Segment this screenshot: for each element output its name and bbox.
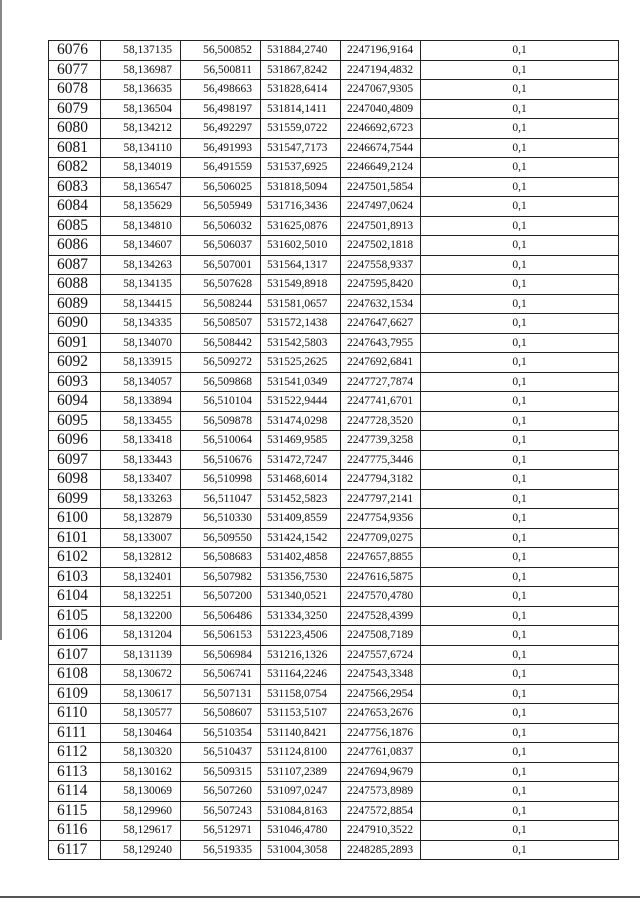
table-row [49,99,619,119]
point-number-cell: 6083 [49,177,101,197]
x-coordinate-cell: 531452,5823 [261,489,341,509]
x-coordinate-cell: 531084,8163 [261,801,341,821]
table-row [49,801,619,821]
accuracy-cell: 0,1 [421,489,619,509]
longitude-cell: 56,512971 [181,821,261,841]
coordinates-table-body [49,41,619,860]
accuracy-cell: 0,1 [421,158,619,178]
y-coordinate-cell: 2247543,3348 [341,665,421,685]
accuracy-cell: 0,1 [421,821,619,841]
longitude-cell: 56,491993 [181,138,261,158]
longitude-cell: 56,508507 [181,314,261,334]
y-coordinate-cell: 2247557,6724 [341,645,421,665]
point-number-cell: 6104 [49,587,101,607]
accuracy-cell: 0,1 [421,704,619,724]
latitude-cell: 58,130320 [101,743,181,763]
latitude-cell: 58,129617 [101,821,181,841]
x-coordinate-cell: 531402,4858 [261,548,341,568]
y-coordinate-cell: 2247501,5854 [341,177,421,197]
y-coordinate-cell: 2247754,9356 [341,509,421,529]
accuracy-cell: 0,1 [421,626,619,646]
point-number-cell: 6079 [49,99,101,119]
longitude-cell: 56,507001 [181,255,261,275]
latitude-cell: 58,130672 [101,665,181,685]
accuracy-cell: 0,1 [421,353,619,373]
x-coordinate-cell: 531572,1438 [261,314,341,334]
longitude-cell: 56,509550 [181,528,261,548]
table-row [49,587,619,607]
longitude-cell: 56,509272 [181,353,261,373]
latitude-cell: 58,136547 [101,177,181,197]
accuracy-cell: 0,1 [421,509,619,529]
table-row [49,197,619,217]
y-coordinate-cell: 2247632,1534 [341,294,421,314]
point-number-cell: 6096 [49,431,101,451]
point-number-cell: 6094 [49,392,101,412]
table-row [49,392,619,412]
longitude-cell: 56,511047 [181,489,261,509]
x-coordinate-cell: 531549,8918 [261,275,341,295]
y-coordinate-cell: 2247643,7955 [341,333,421,353]
accuracy-cell: 0,1 [421,743,619,763]
x-coordinate-cell: 531124,8100 [261,743,341,763]
coordinates-table [48,40,619,860]
table-row [49,353,619,373]
accuracy-cell: 0,1 [421,275,619,295]
accuracy-cell: 0,1 [421,548,619,568]
longitude-cell: 56,507131 [181,684,261,704]
table-row [49,294,619,314]
latitude-cell: 58,134057 [101,372,181,392]
longitude-cell: 56,508244 [181,294,261,314]
x-coordinate-cell: 531537,6925 [261,158,341,178]
y-coordinate-cell: 2247570,4780 [341,587,421,607]
latitude-cell: 58,131139 [101,645,181,665]
y-coordinate-cell: 2247797,2141 [341,489,421,509]
table-row [49,41,619,61]
table-row [49,645,619,665]
latitude-cell: 58,132879 [101,509,181,529]
x-coordinate-cell: 531340,0521 [261,587,341,607]
point-number-cell: 6103 [49,567,101,587]
latitude-cell: 58,133915 [101,353,181,373]
latitude-cell: 58,131204 [101,626,181,646]
longitude-cell: 56,510676 [181,450,261,470]
accuracy-cell: 0,1 [421,119,619,139]
latitude-cell: 58,132401 [101,567,181,587]
x-coordinate-cell: 531409,8559 [261,509,341,529]
accuracy-cell: 0,1 [421,80,619,100]
longitude-cell: 56,507982 [181,567,261,587]
y-coordinate-cell: 2247528,4399 [341,606,421,626]
accuracy-cell: 0,1 [421,177,619,197]
table-row [49,489,619,509]
latitude-cell: 58,134019 [101,158,181,178]
x-coordinate-cell: 531223,4506 [261,626,341,646]
longitude-cell: 56,507200 [181,587,261,607]
y-coordinate-cell: 2247647,6627 [341,314,421,334]
point-number-cell: 6086 [49,236,101,256]
y-coordinate-cell: 2247508,7189 [341,626,421,646]
accuracy-cell: 0,1 [421,197,619,217]
accuracy-cell: 0,1 [421,216,619,236]
latitude-cell: 58,133894 [101,392,181,412]
accuracy-cell: 0,1 [421,431,619,451]
point-number-cell: 6112 [49,743,101,763]
y-coordinate-cell: 2247694,9679 [341,762,421,782]
longitude-cell: 56,509868 [181,372,261,392]
point-number-cell: 6116 [49,821,101,841]
y-coordinate-cell: 2247502,1818 [341,236,421,256]
x-coordinate-cell: 531097,0247 [261,782,341,802]
accuracy-cell: 0,1 [421,762,619,782]
latitude-cell: 58,130069 [101,782,181,802]
longitude-cell: 56,491559 [181,158,261,178]
point-number-cell: 6085 [49,216,101,236]
latitude-cell: 58,129960 [101,801,181,821]
accuracy-cell: 0,1 [421,333,619,353]
x-coordinate-cell: 531140,8421 [261,723,341,743]
table-row [49,704,619,724]
latitude-cell: 58,133443 [101,450,181,470]
point-number-cell: 6084 [49,197,101,217]
point-number-cell: 6106 [49,626,101,646]
point-number-cell: 6110 [49,704,101,724]
x-coordinate-cell: 531153,5107 [261,704,341,724]
y-coordinate-cell: 2247775,3446 [341,450,421,470]
y-coordinate-cell: 2247566,2954 [341,684,421,704]
accuracy-cell: 0,1 [421,587,619,607]
table-row [49,119,619,139]
x-coordinate-cell: 531716,3436 [261,197,341,217]
latitude-cell: 58,132251 [101,587,181,607]
latitude-cell: 58,134070 [101,333,181,353]
latitude-cell: 58,129240 [101,840,181,860]
longitude-cell: 56,505949 [181,197,261,217]
y-coordinate-cell: 2246674,7544 [341,138,421,158]
y-coordinate-cell: 2246649,2124 [341,158,421,178]
x-coordinate-cell: 531164,2246 [261,665,341,685]
y-coordinate-cell: 2248285,2893 [341,840,421,860]
x-coordinate-cell: 531472,7247 [261,450,341,470]
point-number-cell: 6077 [49,60,101,80]
point-number-cell: 6097 [49,450,101,470]
table-row [49,138,619,158]
x-coordinate-cell: 531564,1317 [261,255,341,275]
point-number-cell: 6107 [49,645,101,665]
y-coordinate-cell: 2247501,8913 [341,216,421,236]
latitude-cell: 58,135629 [101,197,181,217]
table-row [49,275,619,295]
point-number-cell: 6091 [49,333,101,353]
x-coordinate-cell: 531525,2625 [261,353,341,373]
x-coordinate-cell: 531818,5094 [261,177,341,197]
point-number-cell: 6108 [49,665,101,685]
point-number-cell: 6099 [49,489,101,509]
point-number-cell: 6082 [49,158,101,178]
point-number-cell: 6109 [49,684,101,704]
latitude-cell: 58,130464 [101,723,181,743]
x-coordinate-cell: 531158,0754 [261,684,341,704]
table-row [49,548,619,568]
table-row [49,216,619,236]
longitude-cell: 56,507260 [181,782,261,802]
y-coordinate-cell: 2247616,5875 [341,567,421,587]
point-number-cell: 6095 [49,411,101,431]
accuracy-cell: 0,1 [421,41,619,61]
point-number-cell: 6088 [49,275,101,295]
table-row [49,255,619,275]
accuracy-cell: 0,1 [421,606,619,626]
accuracy-cell: 0,1 [421,645,619,665]
accuracy-cell: 0,1 [421,723,619,743]
latitude-cell: 58,132200 [101,606,181,626]
accuracy-cell: 0,1 [421,236,619,256]
y-coordinate-cell: 2247741,6701 [341,392,421,412]
accuracy-cell: 0,1 [421,138,619,158]
latitude-cell: 58,130577 [101,704,181,724]
y-coordinate-cell: 2247653,2676 [341,704,421,724]
table-row [49,528,619,548]
accuracy-cell: 0,1 [421,60,619,80]
point-number-cell: 6113 [49,762,101,782]
latitude-cell: 58,134135 [101,275,181,295]
point-number-cell: 6098 [49,470,101,490]
latitude-cell: 58,136635 [101,80,181,100]
accuracy-cell: 0,1 [421,99,619,119]
longitude-cell: 56,506153 [181,626,261,646]
longitude-cell: 56,506037 [181,236,261,256]
table-row [49,821,619,841]
point-number-cell: 6078 [49,80,101,100]
x-coordinate-cell: 531541,0349 [261,372,341,392]
accuracy-cell: 0,1 [421,528,619,548]
table-row [49,158,619,178]
table-row [49,450,619,470]
accuracy-cell: 0,1 [421,801,619,821]
latitude-cell: 58,136504 [101,99,181,119]
x-coordinate-cell: 531522,9444 [261,392,341,412]
x-coordinate-cell: 531334,3250 [261,606,341,626]
y-coordinate-cell: 2247692,6841 [341,353,421,373]
page-scan-edge [0,0,2,640]
x-coordinate-cell: 531547,7173 [261,138,341,158]
y-coordinate-cell: 2247558,9337 [341,255,421,275]
y-coordinate-cell: 2247910,3522 [341,821,421,841]
latitude-cell: 58,134212 [101,119,181,139]
table-row [49,431,619,451]
point-number-cell: 6093 [49,372,101,392]
accuracy-cell: 0,1 [421,470,619,490]
table-row [49,782,619,802]
point-number-cell: 6080 [49,119,101,139]
x-coordinate-cell: 531468,6014 [261,470,341,490]
point-number-cell: 6100 [49,509,101,529]
accuracy-cell: 0,1 [421,314,619,334]
y-coordinate-cell: 2247727,7874 [341,372,421,392]
latitude-cell: 58,134415 [101,294,181,314]
table-row [49,509,619,529]
latitude-cell: 58,134110 [101,138,181,158]
longitude-cell: 56,506486 [181,606,261,626]
longitude-cell: 56,510104 [181,392,261,412]
point-number-cell: 6105 [49,606,101,626]
y-coordinate-cell: 2246692,6723 [341,119,421,139]
latitude-cell: 58,136987 [101,60,181,80]
longitude-cell: 56,509315 [181,762,261,782]
point-number-cell: 6090 [49,314,101,334]
table-row [49,684,619,704]
table-row [49,665,619,685]
x-coordinate-cell: 531625,0876 [261,216,341,236]
x-coordinate-cell: 531469,9585 [261,431,341,451]
y-coordinate-cell: 2247657,8855 [341,548,421,568]
latitude-cell: 58,134263 [101,255,181,275]
point-number-cell: 6114 [49,782,101,802]
longitude-cell: 56,508442 [181,333,261,353]
x-coordinate-cell: 531559,0722 [261,119,341,139]
accuracy-cell: 0,1 [421,684,619,704]
longitude-cell: 56,510998 [181,470,261,490]
table-row [49,626,619,646]
accuracy-cell: 0,1 [421,411,619,431]
latitude-cell: 58,133263 [101,489,181,509]
longitude-cell: 56,506032 [181,216,261,236]
point-number-cell: 6102 [49,548,101,568]
latitude-cell: 58,132812 [101,548,181,568]
table-row [49,567,619,587]
x-coordinate-cell: 531424,1542 [261,528,341,548]
table-row [49,606,619,626]
point-number-cell: 6101 [49,528,101,548]
accuracy-cell: 0,1 [421,567,619,587]
x-coordinate-cell: 531356,7530 [261,567,341,587]
longitude-cell: 56,506984 [181,645,261,665]
x-coordinate-cell: 531216,1326 [261,645,341,665]
x-coordinate-cell: 531867,8242 [261,60,341,80]
latitude-cell: 58,133418 [101,431,181,451]
table-row [49,411,619,431]
x-coordinate-cell: 531602,5010 [261,236,341,256]
x-coordinate-cell: 531814,1411 [261,99,341,119]
accuracy-cell: 0,1 [421,294,619,314]
point-number-cell: 6076 [49,41,101,61]
table-row [49,60,619,80]
x-coordinate-cell: 531828,6414 [261,80,341,100]
accuracy-cell: 0,1 [421,392,619,412]
table-row [49,743,619,763]
point-number-cell: 6111 [49,723,101,743]
y-coordinate-cell: 2247194,4832 [341,60,421,80]
longitude-cell: 56,498197 [181,99,261,119]
latitude-cell: 58,133407 [101,470,181,490]
table-row [49,372,619,392]
x-coordinate-cell: 531581,0657 [261,294,341,314]
table-row [49,177,619,197]
accuracy-cell: 0,1 [421,665,619,685]
accuracy-cell: 0,1 [421,255,619,275]
latitude-cell: 58,137135 [101,41,181,61]
longitude-cell: 56,506025 [181,177,261,197]
table-row [49,314,619,334]
x-coordinate-cell: 531046,4780 [261,821,341,841]
longitude-cell: 56,510064 [181,431,261,451]
x-coordinate-cell: 531542,5803 [261,333,341,353]
point-number-cell: 6081 [49,138,101,158]
table-row [49,236,619,256]
table-row [49,762,619,782]
point-number-cell: 6089 [49,294,101,314]
table-row [49,840,619,860]
latitude-cell: 58,134335 [101,314,181,334]
accuracy-cell: 0,1 [421,450,619,470]
y-coordinate-cell: 2247756,1876 [341,723,421,743]
longitude-cell: 56,498663 [181,80,261,100]
longitude-cell: 56,500852 [181,41,261,61]
longitude-cell: 56,506741 [181,665,261,685]
longitude-cell: 56,508683 [181,548,261,568]
y-coordinate-cell: 2247709,0275 [341,528,421,548]
latitude-cell: 58,134607 [101,236,181,256]
y-coordinate-cell: 2247196,9164 [341,41,421,61]
point-number-cell: 6117 [49,840,101,860]
latitude-cell: 58,133007 [101,528,181,548]
longitude-cell: 56,507628 [181,275,261,295]
table-row [49,470,619,490]
y-coordinate-cell: 2247573,8989 [341,782,421,802]
point-number-cell: 6087 [49,255,101,275]
longitude-cell: 56,500811 [181,60,261,80]
longitude-cell: 56,509878 [181,411,261,431]
x-coordinate-cell: 531107,2389 [261,762,341,782]
latitude-cell: 58,130617 [101,684,181,704]
y-coordinate-cell: 2247040,4809 [341,99,421,119]
table-row [49,723,619,743]
page-bottom-rule [0,896,640,898]
x-coordinate-cell: 531474,0298 [261,411,341,431]
accuracy-cell: 0,1 [421,840,619,860]
latitude-cell: 58,133455 [101,411,181,431]
y-coordinate-cell: 2247739,3258 [341,431,421,451]
accuracy-cell: 0,1 [421,782,619,802]
longitude-cell: 56,507243 [181,801,261,821]
y-coordinate-cell: 2247572,8854 [341,801,421,821]
longitude-cell: 56,519335 [181,840,261,860]
longitude-cell: 56,492297 [181,119,261,139]
point-number-cell: 6115 [49,801,101,821]
x-coordinate-cell: 531004,3058 [261,840,341,860]
longitude-cell: 56,510437 [181,743,261,763]
table-row [49,80,619,100]
y-coordinate-cell: 2247761,0837 [341,743,421,763]
y-coordinate-cell: 2247067,9305 [341,80,421,100]
y-coordinate-cell: 2247728,3520 [341,411,421,431]
y-coordinate-cell: 2247497,0624 [341,197,421,217]
x-coordinate-cell: 531884,2740 [261,41,341,61]
accuracy-cell: 0,1 [421,372,619,392]
y-coordinate-cell: 2247794,3182 [341,470,421,490]
table-row [49,333,619,353]
longitude-cell: 56,508607 [181,704,261,724]
point-number-cell: 6092 [49,353,101,373]
longitude-cell: 56,510330 [181,509,261,529]
latitude-cell: 58,134810 [101,216,181,236]
latitude-cell: 58,130162 [101,762,181,782]
longitude-cell: 56,510354 [181,723,261,743]
y-coordinate-cell: 2247595,8420 [341,275,421,295]
